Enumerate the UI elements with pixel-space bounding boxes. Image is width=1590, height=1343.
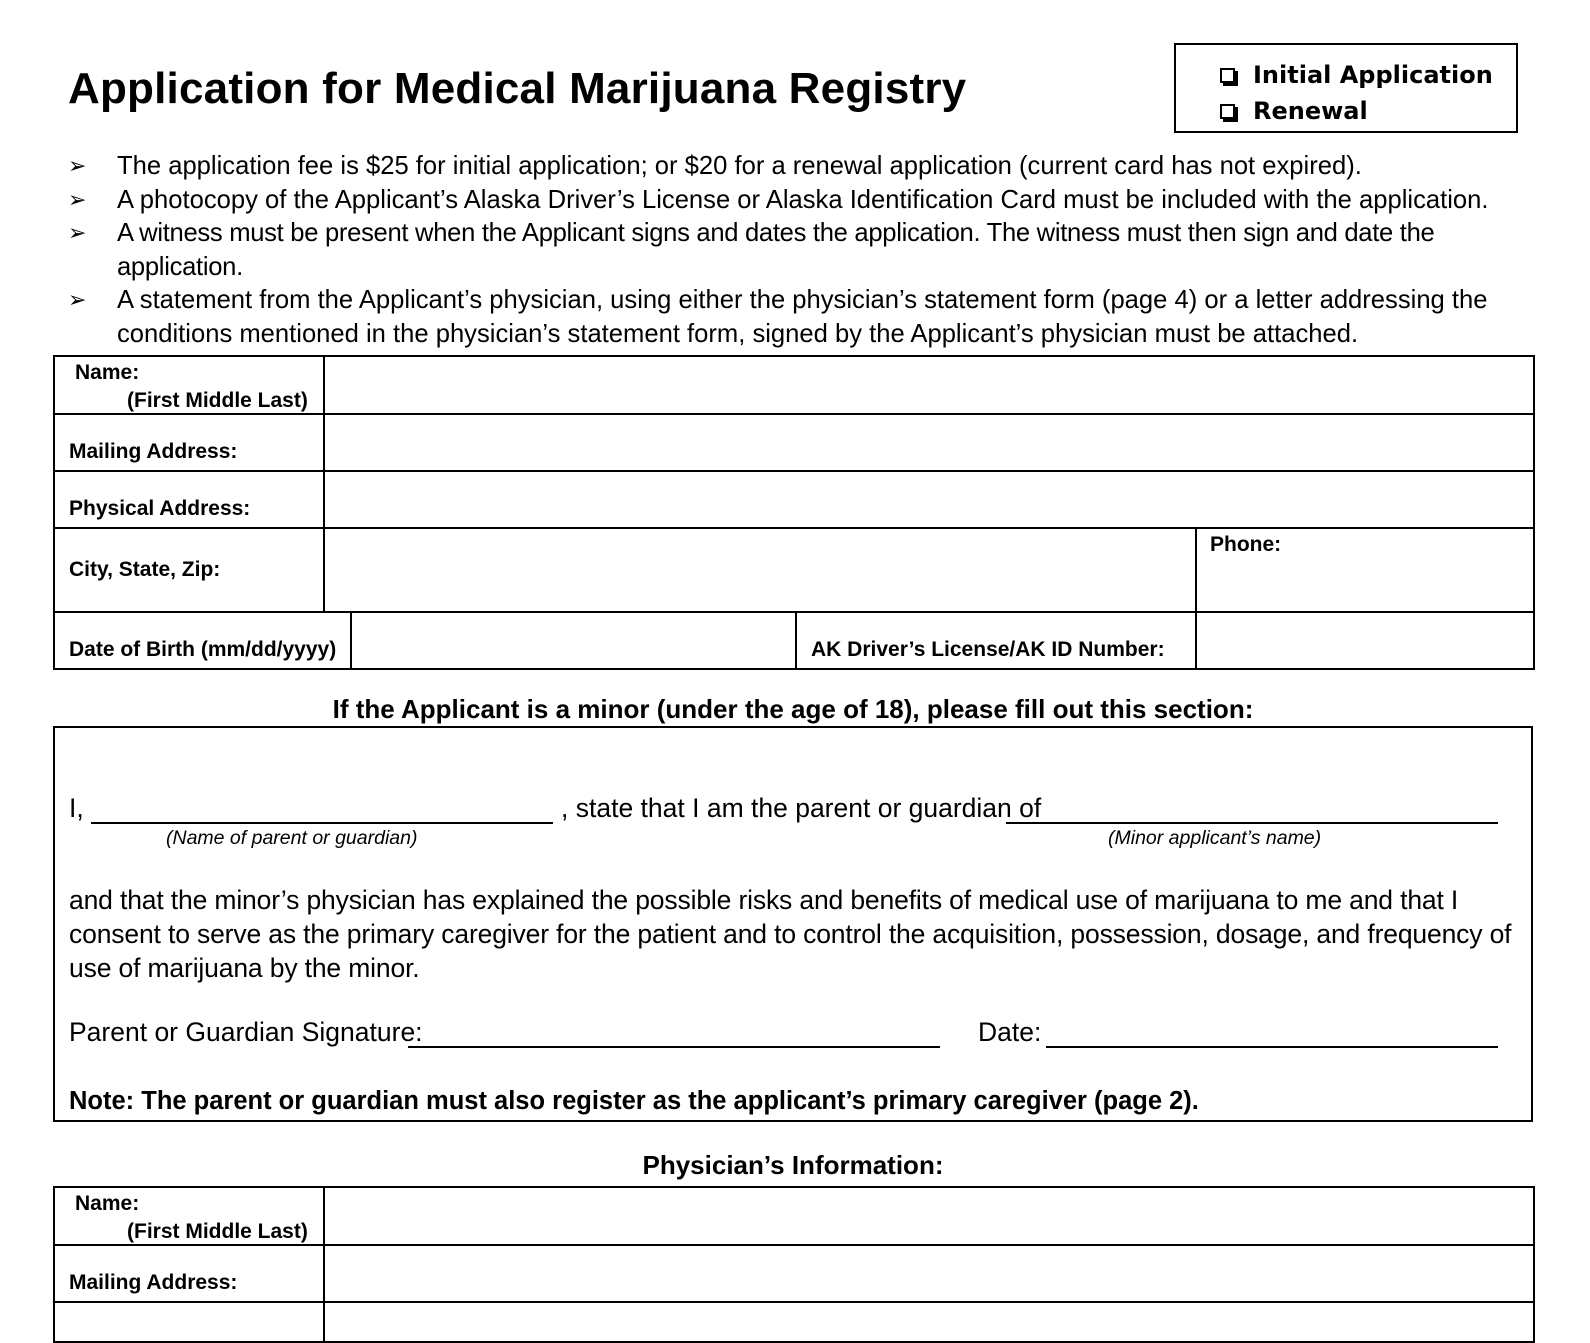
consent-text: and that the minor’s physician has explained the possible risks and benefits of medical use of marijuana to me and that I consent to serve as the primary caregiver for the patient and to control the acquisition, possession, dosage, and frequency of use of marijuana by the minor. <box>69 885 1512 983</box>
physician-name-field[interactable] <box>324 1187 1534 1245</box>
name-label-cell <box>54 356 324 414</box>
physician-name-sub-label: (First Middle Last) <box>127 1220 308 1243</box>
physical-address-label: Physical Address: <box>54 471 324 528</box>
parent-name-caption: (Name of parent or guardian) <box>166 827 418 849</box>
initial-application-checkbox[interactable] <box>1220 68 1235 83</box>
initial-application-label: Initial Application <box>1253 61 1493 89</box>
license-label: AK Driver’s License/AK ID Number: <box>796 612 1196 669</box>
application-type-box <box>1174 43 1518 133</box>
minor-name-caption: (Minor applicant’s name) <box>1108 827 1322 849</box>
mailing-address-label: Mailing Address: <box>54 414 324 471</box>
physician-next-row-label <box>54 1302 324 1342</box>
caregiver-note: Note: The parent or guardian must also register as the applicant’s primary caregiver (page 2). <box>69 1087 1199 1115</box>
dob-label: Date of Birth (mm/dd/yyyy) <box>54 612 351 669</box>
minor-prefix: I, <box>69 793 84 823</box>
applicant-city-state-zip-field[interactable] <box>324 528 1196 612</box>
physician-next-row-field[interactable] <box>324 1302 1534 1342</box>
arrow-bullet-icon: ➢ <box>68 221 87 246</box>
instruction-item: ➢ A witness must be present when the Applicant signs and dates the application. The witness must then sign and date the application. <box>68 217 1548 284</box>
page-title: Application for Medical Marijuana Registry <box>68 64 967 113</box>
renewal-checkbox[interactable] <box>1220 104 1235 119</box>
name-sub-label: (First Middle Last) <box>127 389 308 412</box>
physician-mailing-address-field[interactable] <box>324 1245 1534 1302</box>
renewal-option[interactable] <box>1220 93 1516 129</box>
guardian-date-field[interactable] <box>1046 1046 1498 1048</box>
minor-name-field[interactable] <box>1006 822 1498 824</box>
instructions-list <box>68 150 1548 351</box>
applicant-info-table <box>53 355 1535 670</box>
instruction-item: ➢ A photocopy of the Applicant’s Alaska Driver’s License or Alaska Identification Card must be included with the application. <box>68 184 1548 218</box>
parent-name-field[interactable] <box>91 822 553 824</box>
arrow-bullet-icon: ➢ <box>68 187 87 213</box>
city-state-zip-label: City, State, Zip: <box>54 528 324 612</box>
applicant-physical-address-field[interactable] <box>324 471 1534 528</box>
guardian-signature-field[interactable] <box>408 1046 940 1048</box>
applicant-dob-field[interactable] <box>351 612 796 669</box>
name-label: Name: <box>75 361 140 384</box>
date-label: Date: <box>978 1017 1042 1047</box>
minor-section-heading: If the Applicant is a minor (under the age of 18), please fill out this section: <box>332 694 1254 724</box>
applicant-mailing-address-field[interactable] <box>324 414 1534 471</box>
applicant-name-field[interactable] <box>324 356 1534 414</box>
applicant-license-field[interactable] <box>1196 612 1534 669</box>
phone-label: Phone: <box>1210 533 1282 556</box>
initial-application-option[interactable] <box>1220 57 1516 93</box>
physician-name-label-cell <box>54 1187 324 1245</box>
instruction-item: ➢ The application fee is $25 for initial application; or $20 for a renewal application (current card has not expired). <box>68 150 1548 184</box>
physician-mailing-address-label: Mailing Address: <box>54 1245 324 1302</box>
arrow-bullet-icon: ➢ <box>68 154 87 179</box>
physician-name-label: Name: <box>75 1192 140 1215</box>
arrow-bullet-icon: ➢ <box>68 288 87 313</box>
applicant-phone-field[interactable] <box>1196 528 1534 612</box>
minor-section-box <box>53 726 1533 1122</box>
minor-middle-text: , state that I am the parent or guardian of <box>561 793 1042 823</box>
renewal-label: Renewal <box>1253 97 1368 125</box>
signature-label: Parent or Guardian Signature: <box>69 1017 423 1047</box>
instruction-item: ➢ A statement from the Applicant’s physician, using either the physician’s statement form (page 4) or a letter addressing the conditions mentioned in the physician’s statement form, signed by the Applicant’s physician must be attached. <box>68 284 1548 351</box>
physician-info-table <box>53 1186 1535 1343</box>
physician-section-heading: Physician’s Information: <box>642 1150 944 1180</box>
